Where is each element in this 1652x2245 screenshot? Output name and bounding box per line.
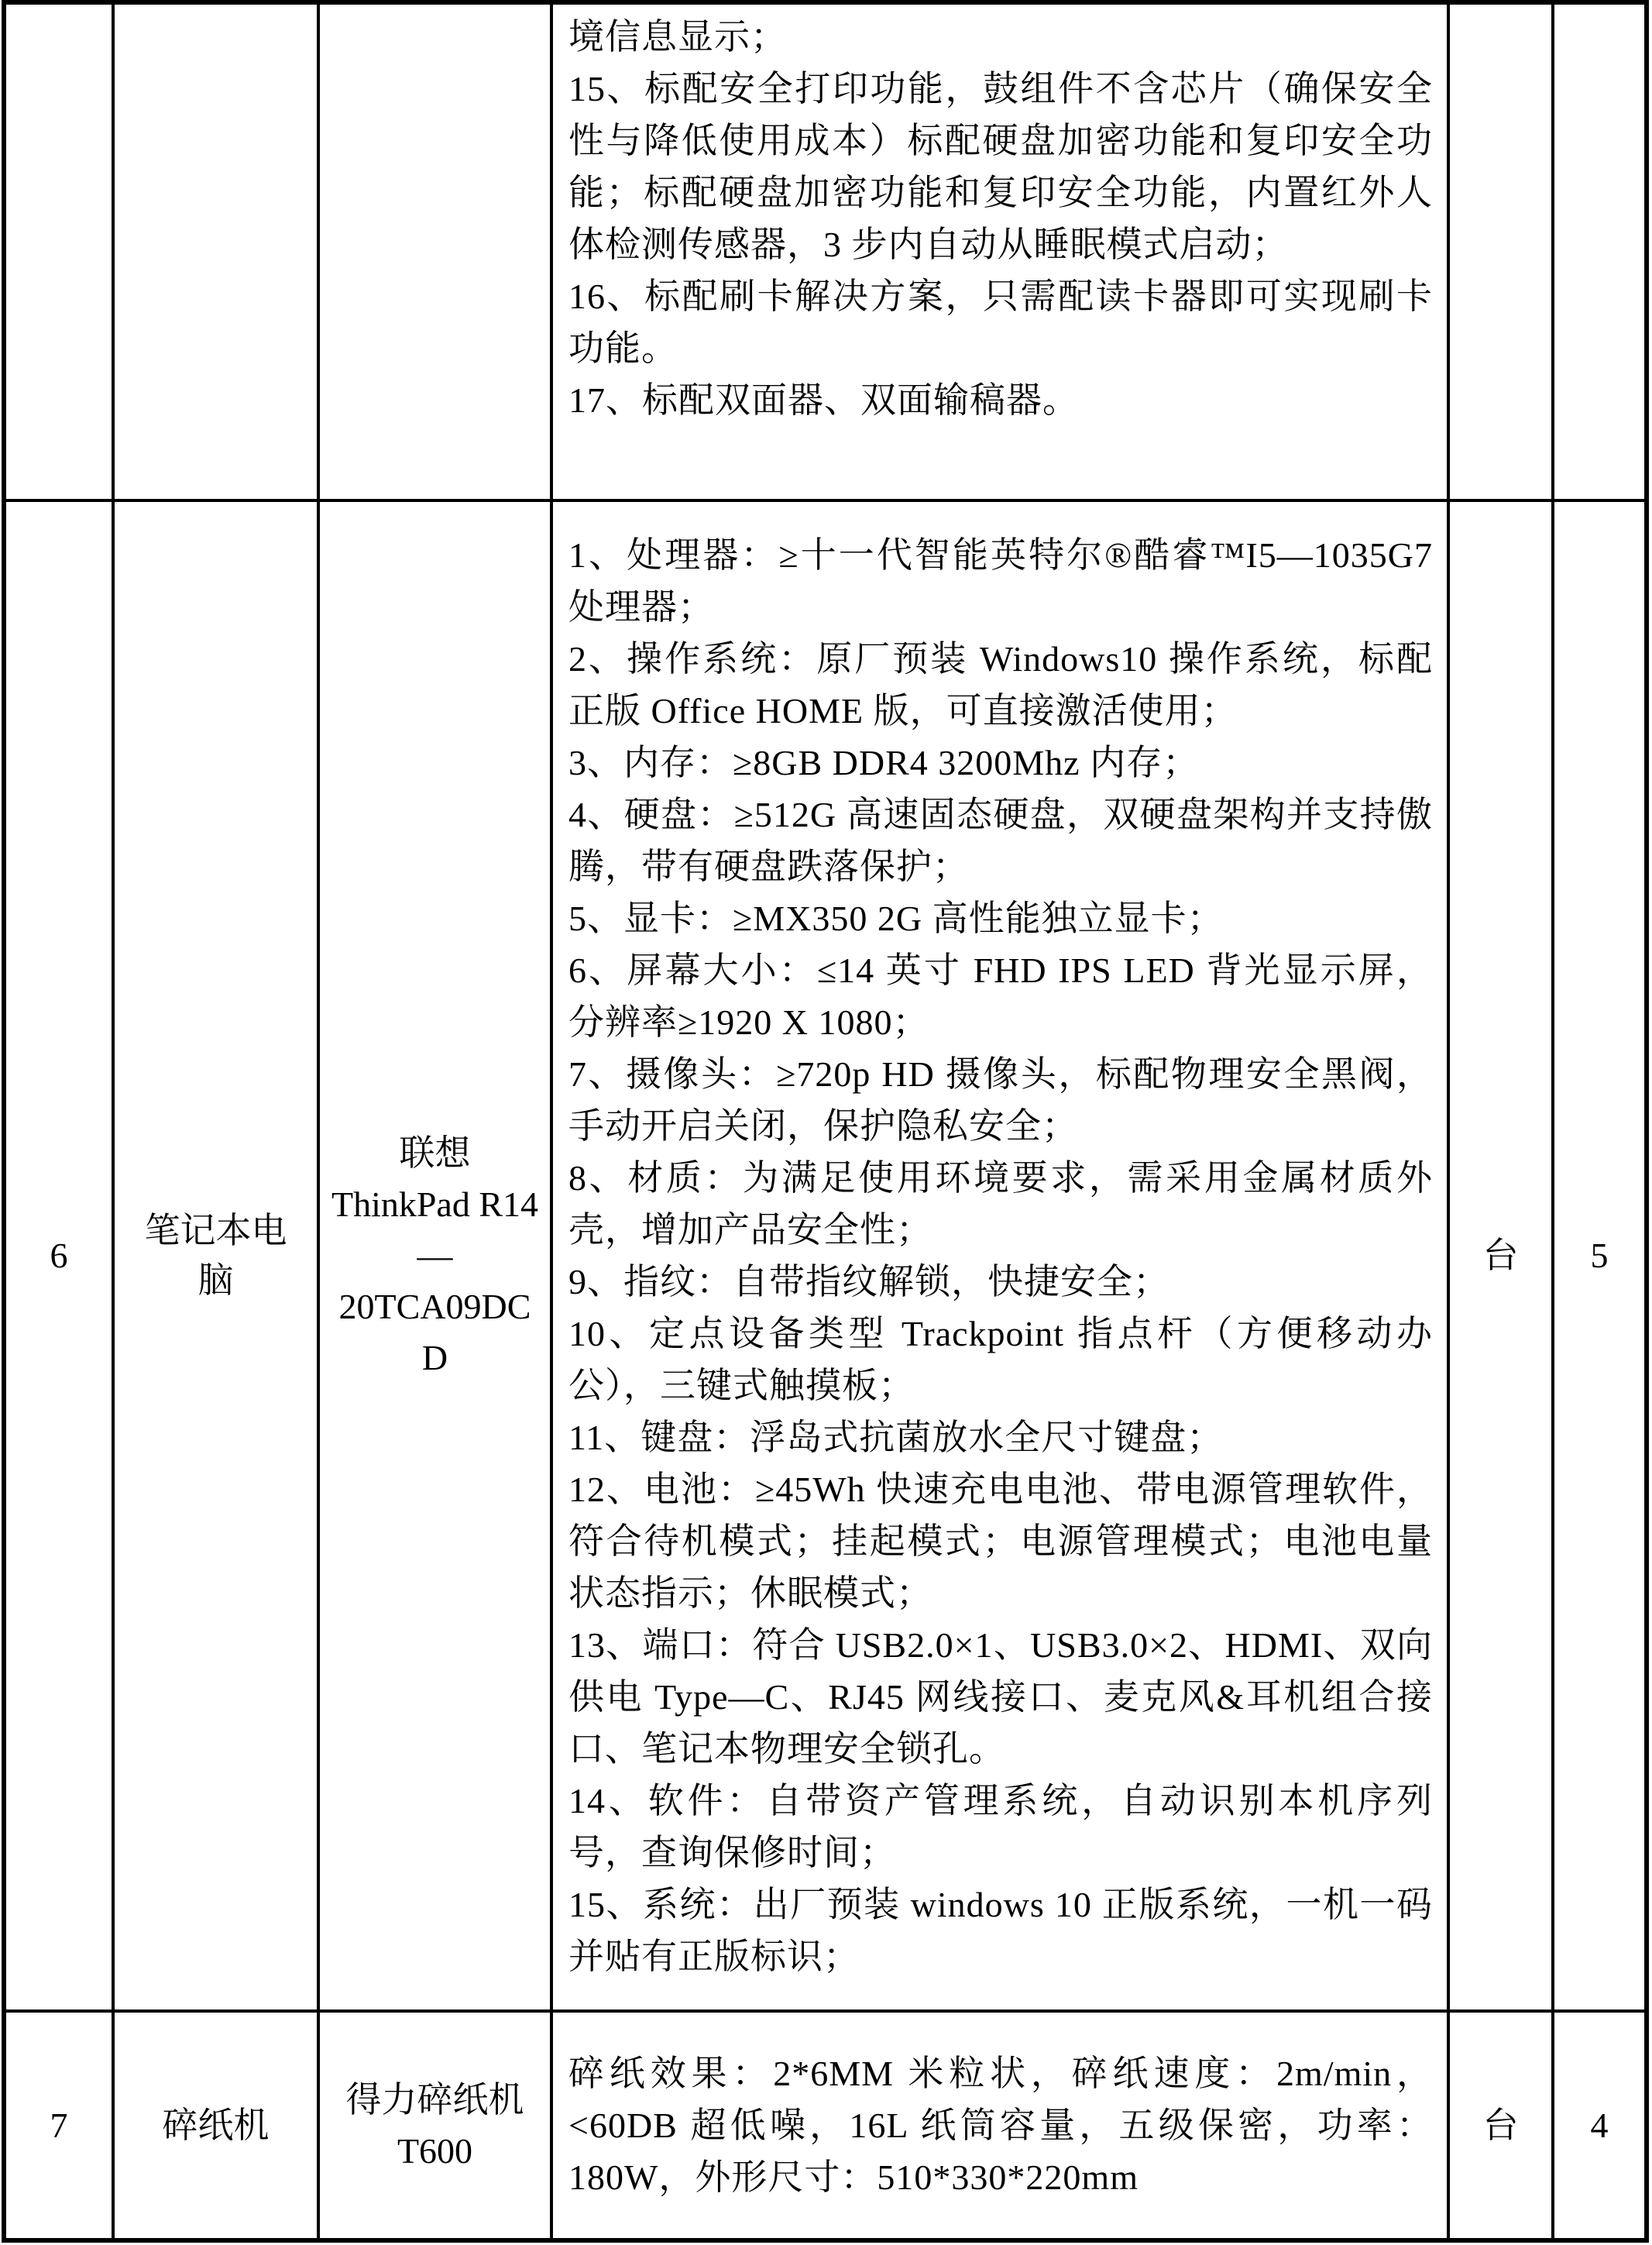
model-cell: 得力碎纸机 T600 bbox=[318, 2011, 551, 2240]
spec-paragraph: 15、标配安全打印功能，鼓组件不含芯片（确保安全性与降低使用成本）标配硬盘加密功能和复印安全功能；标配硬盘加密功能和复印安全功能，内置红外人体检测传感器，3 步内自动从睡眠模式启动； bbox=[568, 69, 1433, 264]
spec-paragraph: 8、材质：为满足使用环境要求，需采用金属材质外壳，增加产品安全性； bbox=[568, 1158, 1433, 1250]
spec-paragraph: 1、处理器：≥十一代智能英特尔®酷睿™I5—1035G7处理器； bbox=[568, 535, 1433, 627]
spec-paragraph: 12、电池：≥45Wh 快速充电电池、带电源管理软件，符合待机模式；挂起模式；电源管理模式；电池电量状态指示；休眠模式； bbox=[568, 1470, 1433, 1613]
table-row-laptop bbox=[4, 500, 1647, 2011]
item-name-cell: 碎纸机 bbox=[113, 2011, 318, 2240]
spec-paragraph: 11、键盘：浮岛式抗菌放水全尺寸键盘； bbox=[568, 1418, 1224, 1457]
spec-paragraph: 17、标配双面器、双面输稿器。 bbox=[568, 380, 1079, 420]
unit-cell: 台 bbox=[1448, 2011, 1553, 2240]
spec-paragraph: 4、硬盘：≥512G 高速固态硬盘，双硬盘架构并支持傲腾，带有硬盘跌落保护； bbox=[568, 795, 1433, 886]
index-cell bbox=[4, 2, 113, 500]
spec-paragraph: 7、摄像头：≥720p HD 摄像头，标配物理安全黑阀，手动开启关闭，保护隐私安全； bbox=[568, 1054, 1433, 1146]
spec-paragraph: 15、系统：出厂预装 windows 10 正版系统，一机一码并贴有正版标识； bbox=[568, 1885, 1433, 1976]
spec-cell bbox=[551, 2011, 1448, 2240]
table-row-printer-continued bbox=[4, 2, 1647, 500]
spec-paragraph: 14、软件：自带资产管理系统，自动识别本机序列号，查询保修时间； bbox=[568, 1781, 1433, 1872]
spec-paragraph: 10、定点设备类型 Trackpoint 指点杆（方便移动办公），三键式触摸板； bbox=[568, 1314, 1433, 1405]
spec-paragraph: 6、屏幕大小：≤14 英寸 FHD IPS LED 背光显示屏，分辨率≥1920 X 1080； bbox=[568, 951, 1433, 1042]
qty-cell: 4 bbox=[1553, 2011, 1647, 2240]
model-cell bbox=[318, 2, 551, 500]
spec-paragraph: 境信息显示； bbox=[568, 17, 787, 57]
spec-cell bbox=[551, 2, 1448, 500]
spec-paragraph: 9、指纹：自带指纹解锁，快捷安全； bbox=[568, 1262, 1169, 1301]
qty-cell: 5 bbox=[1553, 500, 1647, 2011]
item-name-cell: 笔记本电脑 bbox=[113, 500, 318, 2011]
spec-paragraph: 13、端口：符合 USB2.0×1、USB3.0×2、HDMI、双向供电 Type—C、RJ45 网线接口、麦克风&耳机组合接口、笔记本物理安全锁孔。 bbox=[568, 1625, 1433, 1769]
index-cell: 7 bbox=[4, 2011, 113, 2240]
unit-cell bbox=[1448, 2, 1553, 500]
spec-paragraph: 碎纸效果：2*6MM 米粒状，碎纸速度：2m/min，<60DB 超低噪，16L 纸筒容量，五级保密，功率：180W，外形尺寸：510*330*220mm bbox=[568, 2054, 1433, 2197]
table-row-shredder bbox=[4, 2011, 1647, 2240]
spec-cell bbox=[551, 500, 1448, 2011]
index-cell: 6 bbox=[4, 500, 113, 2011]
model-cell: 联想 ThinkPad R14—20TCA09DCD bbox=[318, 500, 551, 2011]
item-name-cell bbox=[113, 2, 318, 500]
spec-paragraph: 5、显卡：≥MX350 2G 高性能独立显卡； bbox=[568, 899, 1224, 938]
qty-cell bbox=[1553, 2, 1647, 500]
unit-cell: 台 bbox=[1448, 500, 1553, 2011]
spec-paragraph: 2、操作系统：原厂预装 Windows10 操作系统，标配正版 Office HOME 版，可直接激活使用； bbox=[568, 639, 1433, 731]
procurement-spec-table bbox=[2, 0, 1649, 2243]
spec-paragraph: 3、内存：≥8GB DDR4 3200Mhz 内存； bbox=[568, 743, 1200, 782]
spec-paragraph: 16、标配刷卡解决方案，只需配读卡器即可实现刷卡功能。 bbox=[568, 277, 1433, 368]
